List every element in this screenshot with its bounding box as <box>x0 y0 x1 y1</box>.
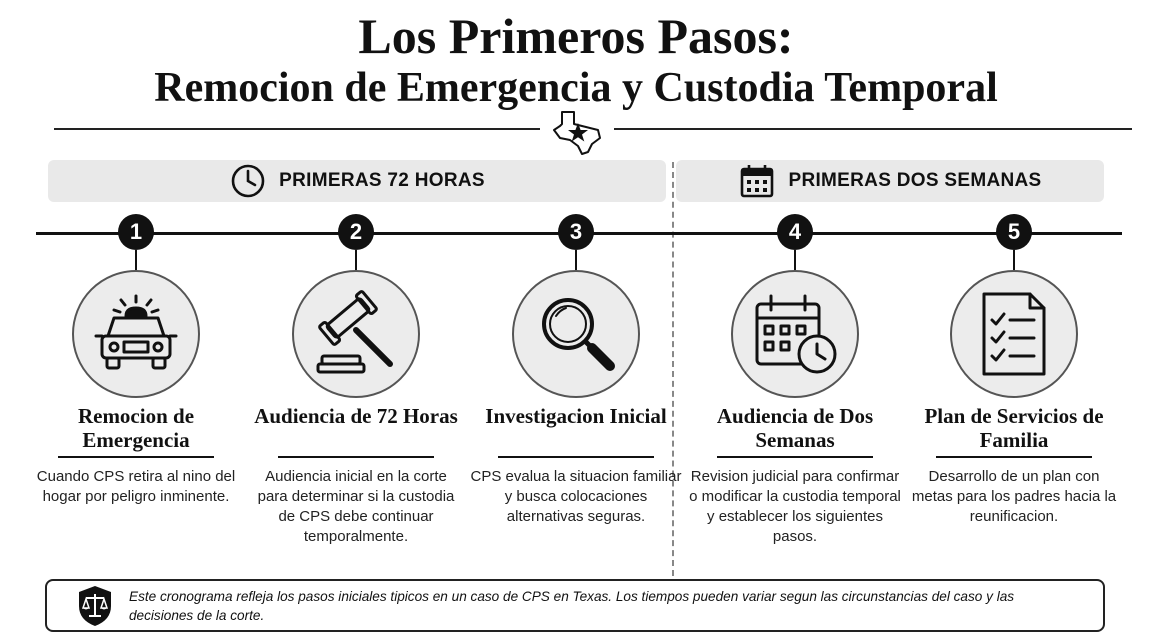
step-title-underline <box>58 456 214 458</box>
step-icon-circle <box>512 270 640 398</box>
texas-star-icon <box>548 108 606 156</box>
step-icon-circle <box>731 270 859 398</box>
step-title: Audiencia de Dos Semanas <box>716 404 874 452</box>
clock-icon <box>229 162 267 200</box>
step-icon-circle <box>950 270 1078 398</box>
step-connector <box>1013 250 1015 270</box>
gavel-icon <box>308 286 404 382</box>
step-title: Audiencia de 72 Horas <box>254 404 458 428</box>
disclaimer-text: Este cronograma refleja los pasos iniciales tipicos en un caso de CPS en Texas. Los tiempos pueden variar segun las circunstancias del caso y las decisiones de la corte. <box>129 588 1015 623</box>
phase-label: PRIMERAS DOS SEMANAS <box>788 170 1042 191</box>
magnifying-glass-icon <box>528 286 624 382</box>
scales-shield-icon <box>75 584 115 628</box>
step-number-badge: 5 <box>996 214 1032 250</box>
step-number-badge: 3 <box>558 214 594 250</box>
header-rule-right <box>614 128 1132 130</box>
step-number-badge: 2 <box>338 214 374 250</box>
step-icon-circle <box>292 270 420 398</box>
police-car-icon <box>88 286 184 382</box>
step-connector <box>355 250 357 270</box>
step-connector <box>575 250 577 270</box>
step-description: Audiencia inicial en la corte para determinar si la custodia de CPS debe continuar temporalmente. <box>257 468 455 545</box>
step-description: Desarrollo de un plan con metas para los padres hacia la reunificacion. <box>911 468 1117 525</box>
header-rule-left <box>54 128 540 130</box>
phase-banner-two-weeks <box>676 160 1104 202</box>
step-description: Cuando CPS retira al nino del hogar por peligro inminente. <box>36 468 236 505</box>
step-number-badge: 4 <box>777 214 813 250</box>
calendar-clock-icon <box>747 286 843 382</box>
step-description: CPS evalua la situacion familiar y busca colocaciones alternativas seguras. <box>470 468 682 525</box>
phase-label: PRIMERAS 72 HORAS <box>279 170 485 191</box>
step-title-underline <box>717 456 873 458</box>
step-title: Plan de Servicios de Familia <box>924 404 1104 452</box>
phase-banner-72-hours <box>48 160 666 202</box>
checklist-icon <box>966 286 1062 382</box>
step-title-underline <box>498 456 654 458</box>
step-title-underline <box>278 456 434 458</box>
page-subtitle: Remocion de Emergencia y Custodia Temporal <box>154 65 998 111</box>
step-icon-circle <box>72 270 200 398</box>
disclaimer-box <box>45 579 1105 632</box>
step-connector <box>135 250 137 270</box>
step-title: Remocion de Emergencia <box>77 404 195 452</box>
step-description: Revision judicial para confirmar o modificar la custodia temporal y establecer los siguientes pasos. <box>689 468 901 545</box>
step-connector <box>794 250 796 270</box>
step-number-badge: 1 <box>118 214 154 250</box>
page-title: Los Primeros Pasos: <box>358 8 794 64</box>
step-title: Investigacion Inicial <box>485 404 667 428</box>
step-title-underline <box>936 456 1092 458</box>
calendar-icon <box>738 162 776 200</box>
